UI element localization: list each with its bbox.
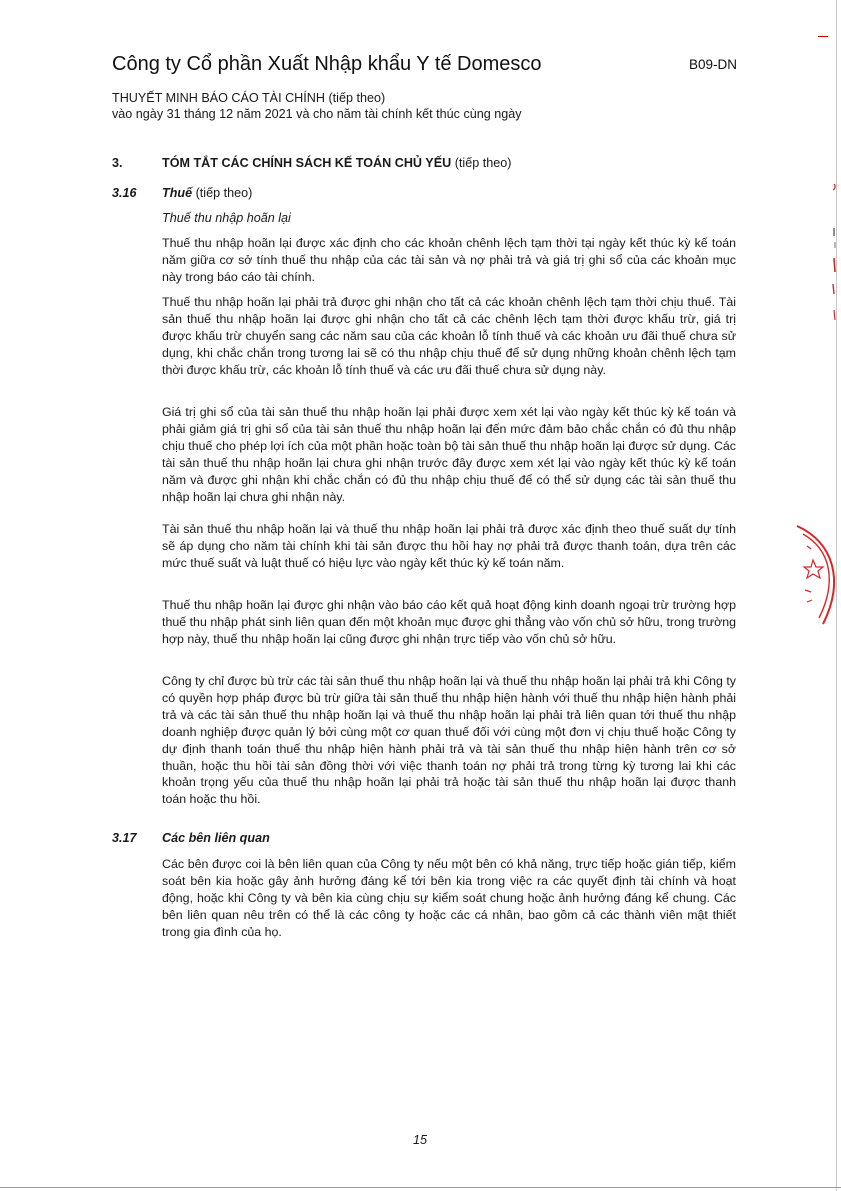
subsection-3-17-number: 3.17 bbox=[112, 831, 137, 845]
subsection-3-17-title-bold: Các bên liên quan bbox=[162, 831, 270, 845]
deferred-tax-heading: Thuế thu nhập hoãn lại bbox=[162, 211, 291, 225]
paragraph: Công ty chỉ được bù trừ các tài sản thuế thu nhập hoãn lại và thuế thu nhập hoãn lại phải trả khi Công ty có quyền hợp pháp được bù trừ giữa tài sản thuế thu nhập hiện hành với thuế thu nhập hiện hành phải trả và các tài sản thuế thu nhập hoãn lại và thuế thu nhập hoãn lại phải trả liên quan tới thuế thu nhập doanh nghiệp được quản lý bởi cùng một cơ quan thuế đối với cùng một đơn vị chịu thuế hoặc Công ty dự định thanh toán thuế thu nhập hiện hành phải trả và tài sản thuế thu nhập hiện hành trên cơ sở thuần, hoặc thu hồi tài sản đồng thời với việc thanh toán nợ phải trả trong từng kỳ tương lai khi các khoản trọng yếu của thuế thu nhập hoãn lại phải trả hoặc tài sản thuế thu nhập hoãn lại được thanh toán hoặc thu hồi. bbox=[162, 674, 736, 807]
subsection-3-16-title-suffix: (tiếp theo) bbox=[192, 186, 253, 200]
paragraph: Thuế thu nhập hoãn lại được xác định cho các khoản chênh lệch tạm thời tại ngày kết thúc kỳ kế toán năm giữa cơ sở tính thuế thu nhập của các tài sản và nợ phải trả và giá trị ghi sổ của các khoản mục này trong báo cáo tài chính. bbox=[162, 236, 736, 284]
subsection-3-16-number: 3.16 bbox=[112, 186, 137, 200]
section-title-bold: TÓM TẮT CÁC CHÍNH SÁCH KẾ TOÁN CHỦ YẾU bbox=[162, 156, 452, 170]
section-title bbox=[162, 156, 511, 170]
corner-mark bbox=[818, 36, 828, 37]
subsection-3-17-title bbox=[162, 831, 270, 845]
paragraph: Tài sản thuế thu nhập hoãn lại và thuế thu nhập hoãn lại phải trả được xác định theo thuế suất dự tính sẽ áp dụng cho năm tài chính khi tài sản được thu hồi hay nợ phải trả được thanh toán, dựa trên các mức thuế suất và luật thuế có hiệu lực vào ngày kết thúc kỳ kế toán năm. bbox=[162, 522, 736, 570]
page-number: 15 bbox=[413, 1133, 428, 1147]
company-name: Công ty Cổ phần Xuất Nhập khẩu Y tế Domesco bbox=[112, 53, 542, 75]
report-subtitle: THUYẾT MINH BÁO CÁO TÀI CHÍNH (tiếp theo) bbox=[112, 91, 386, 105]
paragraph: Giá trị ghi sổ của tài sản thuế thu nhập hoãn lại phải được xem xét lại vào ngày kết thúc kỳ kế toán và phải giảm giá trị ghi sổ của tài sản thuế thu nhập hoãn lại đến mức đảm bảo chắc chắn có đủ thu nhập chịu thuế cho phép lợi ích của một phần hoặc toàn bộ tài sản thuế thu nhập hoãn lại được sử dụng. Các tài sản thuế thu nhập hoãn lại chưa ghi nhận trước đây được xem xét lại vào ngày kết thúc kỳ kế toán năm và được ghi nhận khi chắc chắn có đủ thu nhập chịu thuế để có thể sử dụng các tài sản thuế thu nhập hoãn lại chưa ghi nhận này. bbox=[162, 405, 736, 504]
section-title-suffix: (tiếp theo) bbox=[451, 156, 512, 170]
paragraph: Thuế thu nhập hoãn lại phải trả được ghi nhận cho tất cả các khoản chênh lệch tạm thời chịu thuế. Tài sản thuế thu nhập hoãn lại được ghi nhận cho tất cả các chênh lệch tạm thời được khấu trừ, giá trị được khấu trừ chuyển sang các năm sau của các khoản lỗ tính thuế và các khoản ưu đãi thuế chưa sử dụng, khi chắc chắn trong tương lai sẽ có thu nhập chịu thuế để sử dụng những khoản chênh lệch tạm thời được khấu trừ, các khoản lỗ tính thuế và các ưu đãi thuế chưa sử dụng này. bbox=[162, 295, 736, 377]
paragraph: Thuế thu nhập hoãn lại được ghi nhận vào báo cáo kết quả hoạt động kinh doanh ngoại trừ trường hợp thuế thu nhập phát sinh liên quan đến một khoản mục được ghi thẳng vào vốn chủ sở hữu, trong trường hợp này, thuế thu nhập hoãn lại cũng được ghi nhận trực tiếp vào vốn chủ sở hữu. bbox=[162, 598, 736, 646]
document-code: B09-DN bbox=[688, 57, 737, 72]
report-date-line: vào ngày 31 tháng 12 năm 2021 và cho năm tài chính kết thúc cùng ngày bbox=[112, 107, 522, 121]
section-number: 3. bbox=[112, 156, 123, 170]
company-seal-fragment bbox=[793, 520, 841, 630]
signature-edge-marks bbox=[828, 180, 840, 330]
paragraph: Các bên được coi là bên liên quan của Công ty nếu một bên có khả năng, trực tiếp hoặc gián tiếp, kiểm soát bên kia hoặc gây ảnh hưởng đáng kể tới bên kia trong việc ra các quyết định tài chính và hoạt động, hoặc khi Công ty và bên kia cùng chịu sự kiểm soát chung hoặc ảnh hưởng đáng kể chung. Các bên liên quan nêu trên có thể là các công ty hoặc các cá nhân, bao gồm cả các thành viên mật thiết trong gia đình của họ. bbox=[162, 857, 736, 939]
page-edge-bottom bbox=[0, 1187, 841, 1188]
subsection-3-16-title-bold: Thuế bbox=[162, 186, 193, 200]
subsection-3-16-title bbox=[162, 186, 252, 200]
